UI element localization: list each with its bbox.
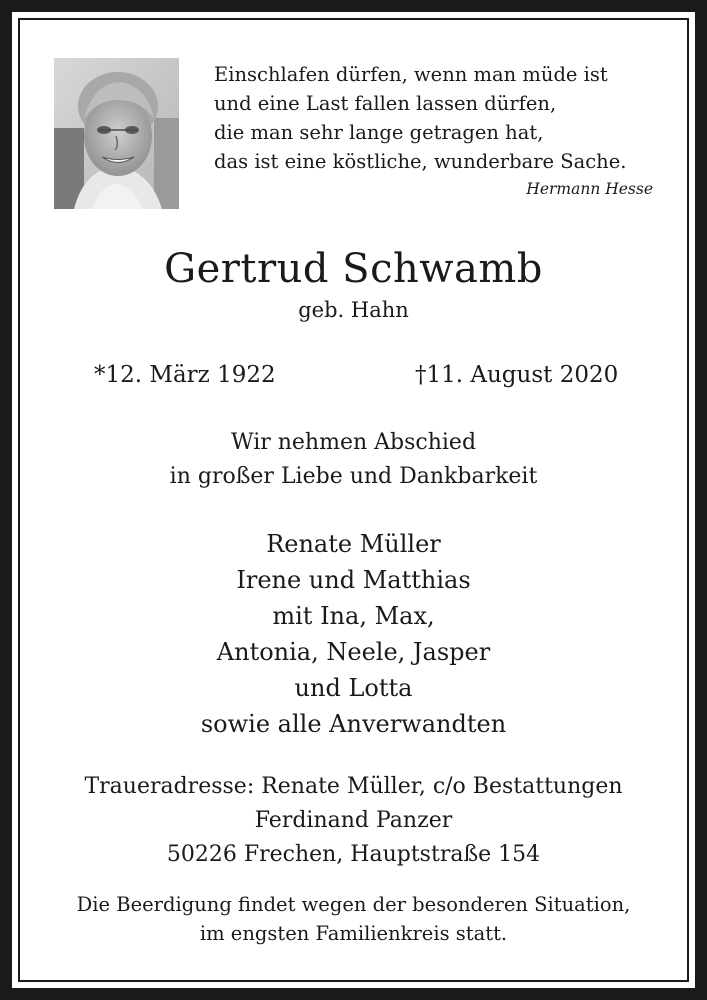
mourner-line: mit Ina, Max, <box>272 602 435 630</box>
address-line: 50226 Frechen, Hauptstraße 154 <box>166 842 541 867</box>
quote-line: und eine Last fallen lassen dürfen, <box>214 92 557 115</box>
portrait-photo <box>54 58 179 209</box>
quote-line: Einschlafen dürfen, wenn man müde ist <box>214 63 608 86</box>
note-line: im engsten Familienkreis statt. <box>199 922 508 945</box>
death-date: †11. August 2020 <box>415 362 619 388</box>
funeral-note <box>0 890 707 948</box>
deceased-name: Gertrud Schwamb <box>164 246 543 292</box>
mourner-line: Irene und Matthias <box>236 566 471 594</box>
farewell-line: Wir nehmen Abschied <box>230 430 477 455</box>
quote-line: die man sehr lange getragen hat, <box>214 121 544 144</box>
quote-line: das ist eine köstliche, wunderbare Sache. <box>214 150 627 173</box>
note-line: Die Beerdigung findet wegen der besonderen Situation, <box>76 893 631 916</box>
address-line: Ferdinand Panzer <box>254 808 453 833</box>
quote-author: Hermann Hesse <box>526 180 653 198</box>
birth-date: *12. März 1922 <box>94 362 276 388</box>
mourning-address <box>0 770 707 872</box>
maiden-name: geb. Hahn <box>298 298 409 322</box>
mourner-line: sowie alle Anverwandten <box>200 710 507 738</box>
mourner-line: Antonia, Neele, Jasper <box>216 638 491 666</box>
farewell-line: in großer Liebe und Dankbarkeit <box>169 464 538 489</box>
address-line: Traueradresse: Renate Müller, c/o Bestattungen <box>84 774 623 799</box>
mourner-line: Renate Müller <box>266 530 441 558</box>
farewell-text <box>0 426 707 494</box>
mourners-list <box>0 526 707 742</box>
mourner-line: und Lotta <box>294 674 413 702</box>
quote-text <box>214 60 654 176</box>
